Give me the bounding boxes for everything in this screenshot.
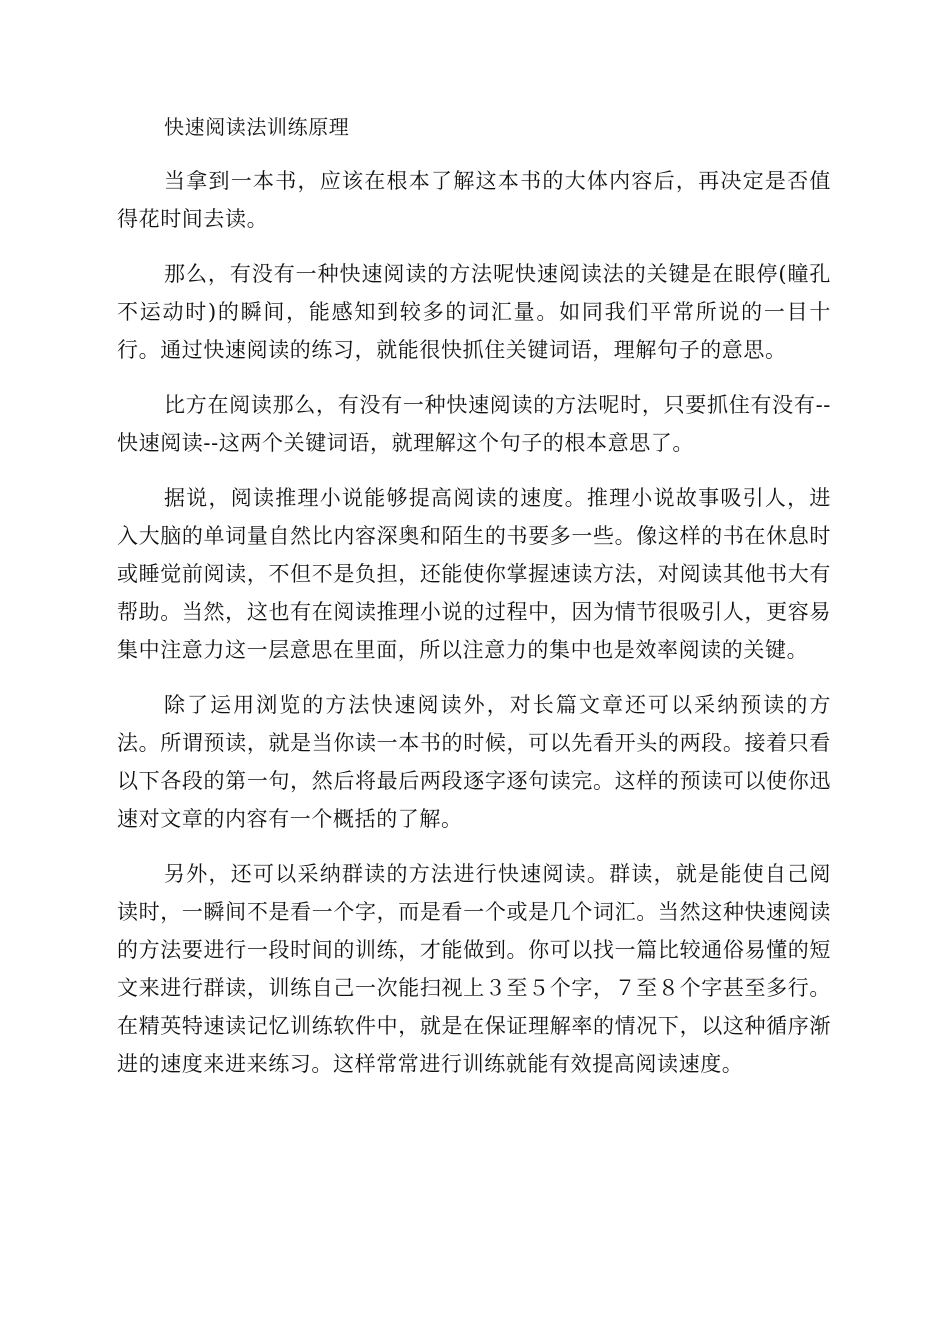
paragraph-1: 当拿到一本书，应该在根本了解这本书的大体内容后，再决定是否值得花时间去读。 bbox=[117, 169, 831, 231]
paragraph-5: 除了运用浏览的方法快速阅读外，对长篇文章还可以采纳预读的方法。所谓预读，就是当你读一本书的时候，可以先看开头的两段。接着只看以下各段的第一句，然后将最后两段逐字逐句读完。这样的预读可以使你迅速对文章的内容有一个概括的了解。 bbox=[117, 693, 831, 831]
paragraph-2: 那么，有没有一种快速阅读的方法呢快速阅读法的关键是在眼停(瞳孔不运动时)的瞬间，能感知到较多的词汇量。如同我们平常所说的一目十行。通过快速阅读的练习，就能很快抓住关键词语，理解句子的意思。 bbox=[117, 262, 831, 362]
paragraph-3: 比方在阅读那么，有没有一种快速阅读的方法呢时，只要抓住有没有--快速阅读--这两个关键词语，就理解这个句子的根本意思了。 bbox=[117, 393, 831, 455]
document-body bbox=[117, 108, 831, 1100]
document-title: 快速阅读法训练原理 bbox=[164, 115, 350, 139]
paragraph-6: 另外，还可以采纳群读的方法进行快速阅读。群读，就是能使自己阅读时，一瞬间不是看一个字，而是看一个或是几个词汇。当然这种快速阅读的方法要进行一段时间的训练，才能做到。你可以找一篇比较通俗易懂的短文来进行群读，训练自己一次能扫视上３至５个字，７至８个字甚至多行。在精英特速读记忆训练软件中，就是在保证理解率的情况下，以这种循序渐进的速度来进来练习。这样常常进行训练就能有效提高阅读速度。 bbox=[117, 862, 831, 1076]
paragraph-4: 据说，阅读推理小说能够提高阅读的速度。推理小说故事吸引人，进入大脑的单词量自然比内容深奥和陌生的书要多一些。像这样的书在休息时或睡觉前阅读，不但不是负担，还能使你掌握速读方法，对阅读其他书大有帮助。当然，这也有在阅读推理小说的过程中，因为情节很吸引人，更容易集中注意力这一层意思在里面，所以注意力的集中也是效率阅读的关键。 bbox=[117, 486, 831, 662]
